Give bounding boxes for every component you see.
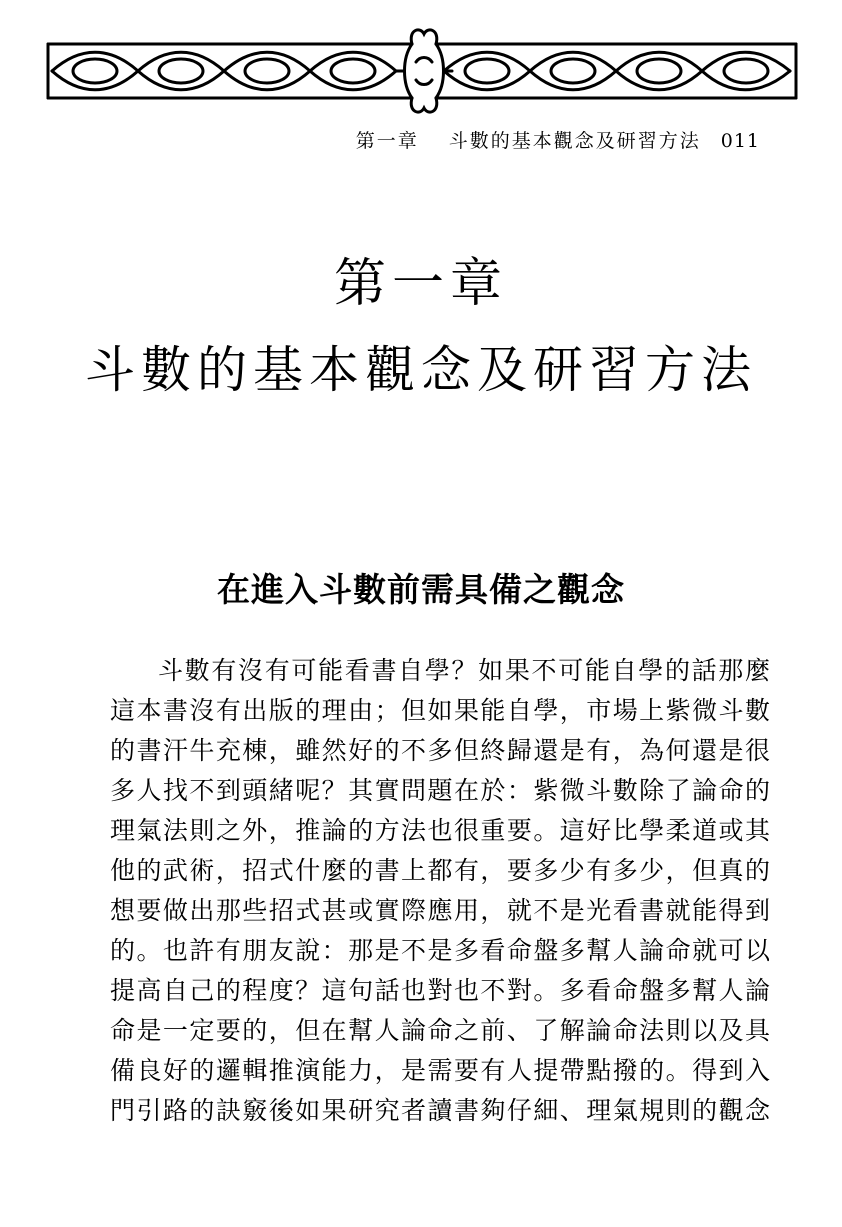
chapter-number-heading: 第一章 [333, 254, 508, 314]
paragraph-line: 命是一定要的，但在幫人論命之前、了解論命法則以及具 [110, 1016, 770, 1045]
paragraph-line: 提高自己的程度？這句話也對也不對。多看命盤多幫人論 [110, 976, 770, 1005]
paragraph-line: 他的武術，招式什麼的書上都有，要多少有多少，但真的 [110, 856, 770, 885]
running-header [356, 126, 760, 153]
running-head-chapter: 第一章 [355, 130, 419, 152]
body-paragraph [110, 651, 770, 1131]
section-heading: 在進入斗數前需具備之觀念 [217, 570, 625, 609]
paragraph-line: 斗數有沒有可能看書自學？如果不可能自學的話那麼 [158, 656, 770, 685]
decorative-border-ornament [40, 22, 802, 117]
paragraph-line: 理氣法則之外，推論的方法也很重要。這好比學柔道或其 [110, 816, 770, 845]
paragraph-line: 多人找不到頭緒呢？其實問題在於：紫微斗數除了論命的 [110, 776, 770, 805]
paragraph-line: 備良好的邏輯推演能力，是需要有人提帶點撥的。得到入 [110, 1056, 770, 1085]
paragraph-line: 這本書沒有出版的理由；但如果能自學，市場上紫微斗數 [110, 696, 770, 725]
paragraph-line: 的。也許有朋友說：那是不是多看命盤多幫人論命就可以 [110, 936, 770, 965]
paragraph-line: 門引路的訣竅後如果研究者讀書夠仔細、理氣規則的觀念 [110, 1096, 770, 1125]
page-number: 011 [720, 130, 760, 152]
chapter-title-heading: 斗數的基本觀念及研習方法 [85, 341, 757, 399]
paragraph-line: 的書汗牛充棟，雖然好的不多但終歸還是有，為何還是很 [110, 736, 770, 765]
running-head-title: 斗數的基本觀念及研習方法 [448, 130, 701, 152]
paragraph-line: 想要做出那些招式甚或實際應用，就不是光看書就能得到 [110, 896, 770, 925]
